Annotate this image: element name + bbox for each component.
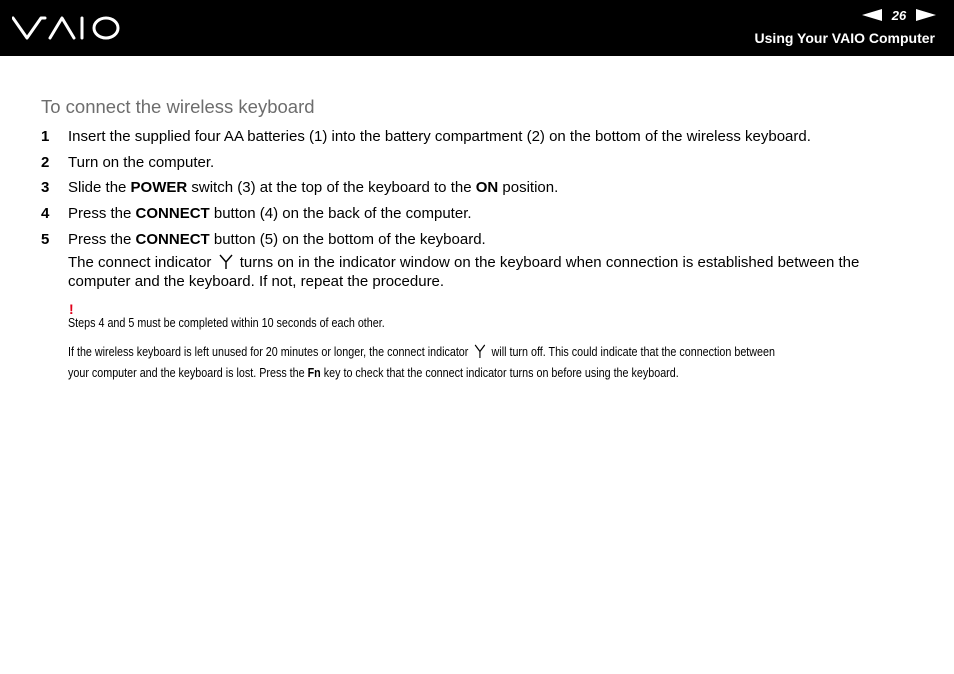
power-switch-label: POWER [130, 179, 188, 196]
step-text: Insert the supplied four AA batteries (1) into the battery compartment (2) on the bottom of the wireless keyboard. [68, 128, 811, 145]
left-arrow-icon[interactable] [862, 9, 882, 21]
step-text: Press the CONNECT button (5) on the bottom of the keyboard. [68, 231, 486, 248]
page-heading: To connect the wireless keyboard [41, 96, 315, 117]
step-number: 5 [41, 231, 50, 248]
step-number: 2 [41, 154, 50, 171]
note-timing: Steps 4 and 5 must be completed within 10 seconds of each other. [68, 316, 385, 330]
connect-button-label: CONNECT [135, 205, 210, 222]
step-number: 1 [41, 128, 50, 145]
antenna-icon [474, 344, 486, 358]
on-position-label: ON [475, 179, 499, 196]
step-number: 4 [41, 205, 50, 222]
fn-key-label: Fn [307, 366, 321, 380]
vaio-logo [12, 15, 120, 41]
section-title-link[interactable]: Using Your VAIO Computer [754, 30, 935, 46]
page-number: 26 [891, 7, 907, 23]
step-text: Press the CONNECT button (4) on the back of the computer. [68, 205, 472, 222]
connect-button-label: CONNECT [135, 231, 210, 248]
note-idle-disconnect: If the wireless keyboard is left unused for 20 minutes or longer, the connect indicator will turn off. This could indicate that the connection between your computer and the keyboard is lost. Press the Fn key to check that the connect indicator turns on before using the keyboard. [68, 345, 776, 380]
page-navigation [862, 7, 936, 23]
step-text: Turn on the computer. [68, 154, 215, 171]
header-bar [0, 0, 954, 56]
antenna-icon [219, 254, 233, 269]
connect-indicator-paragraph: The connect indicator turns on in the indicator window on the keyboard when connection is established between the computer and the keyboard. If not, repeat the procedure. [68, 254, 860, 290]
warning-icon: ! [69, 301, 74, 317]
right-arrow-icon[interactable] [916, 9, 936, 21]
step-number: 3 [41, 179, 50, 196]
step-text: Slide the POWER switch (3) at the top of the keyboard to the ON position. [68, 179, 559, 196]
